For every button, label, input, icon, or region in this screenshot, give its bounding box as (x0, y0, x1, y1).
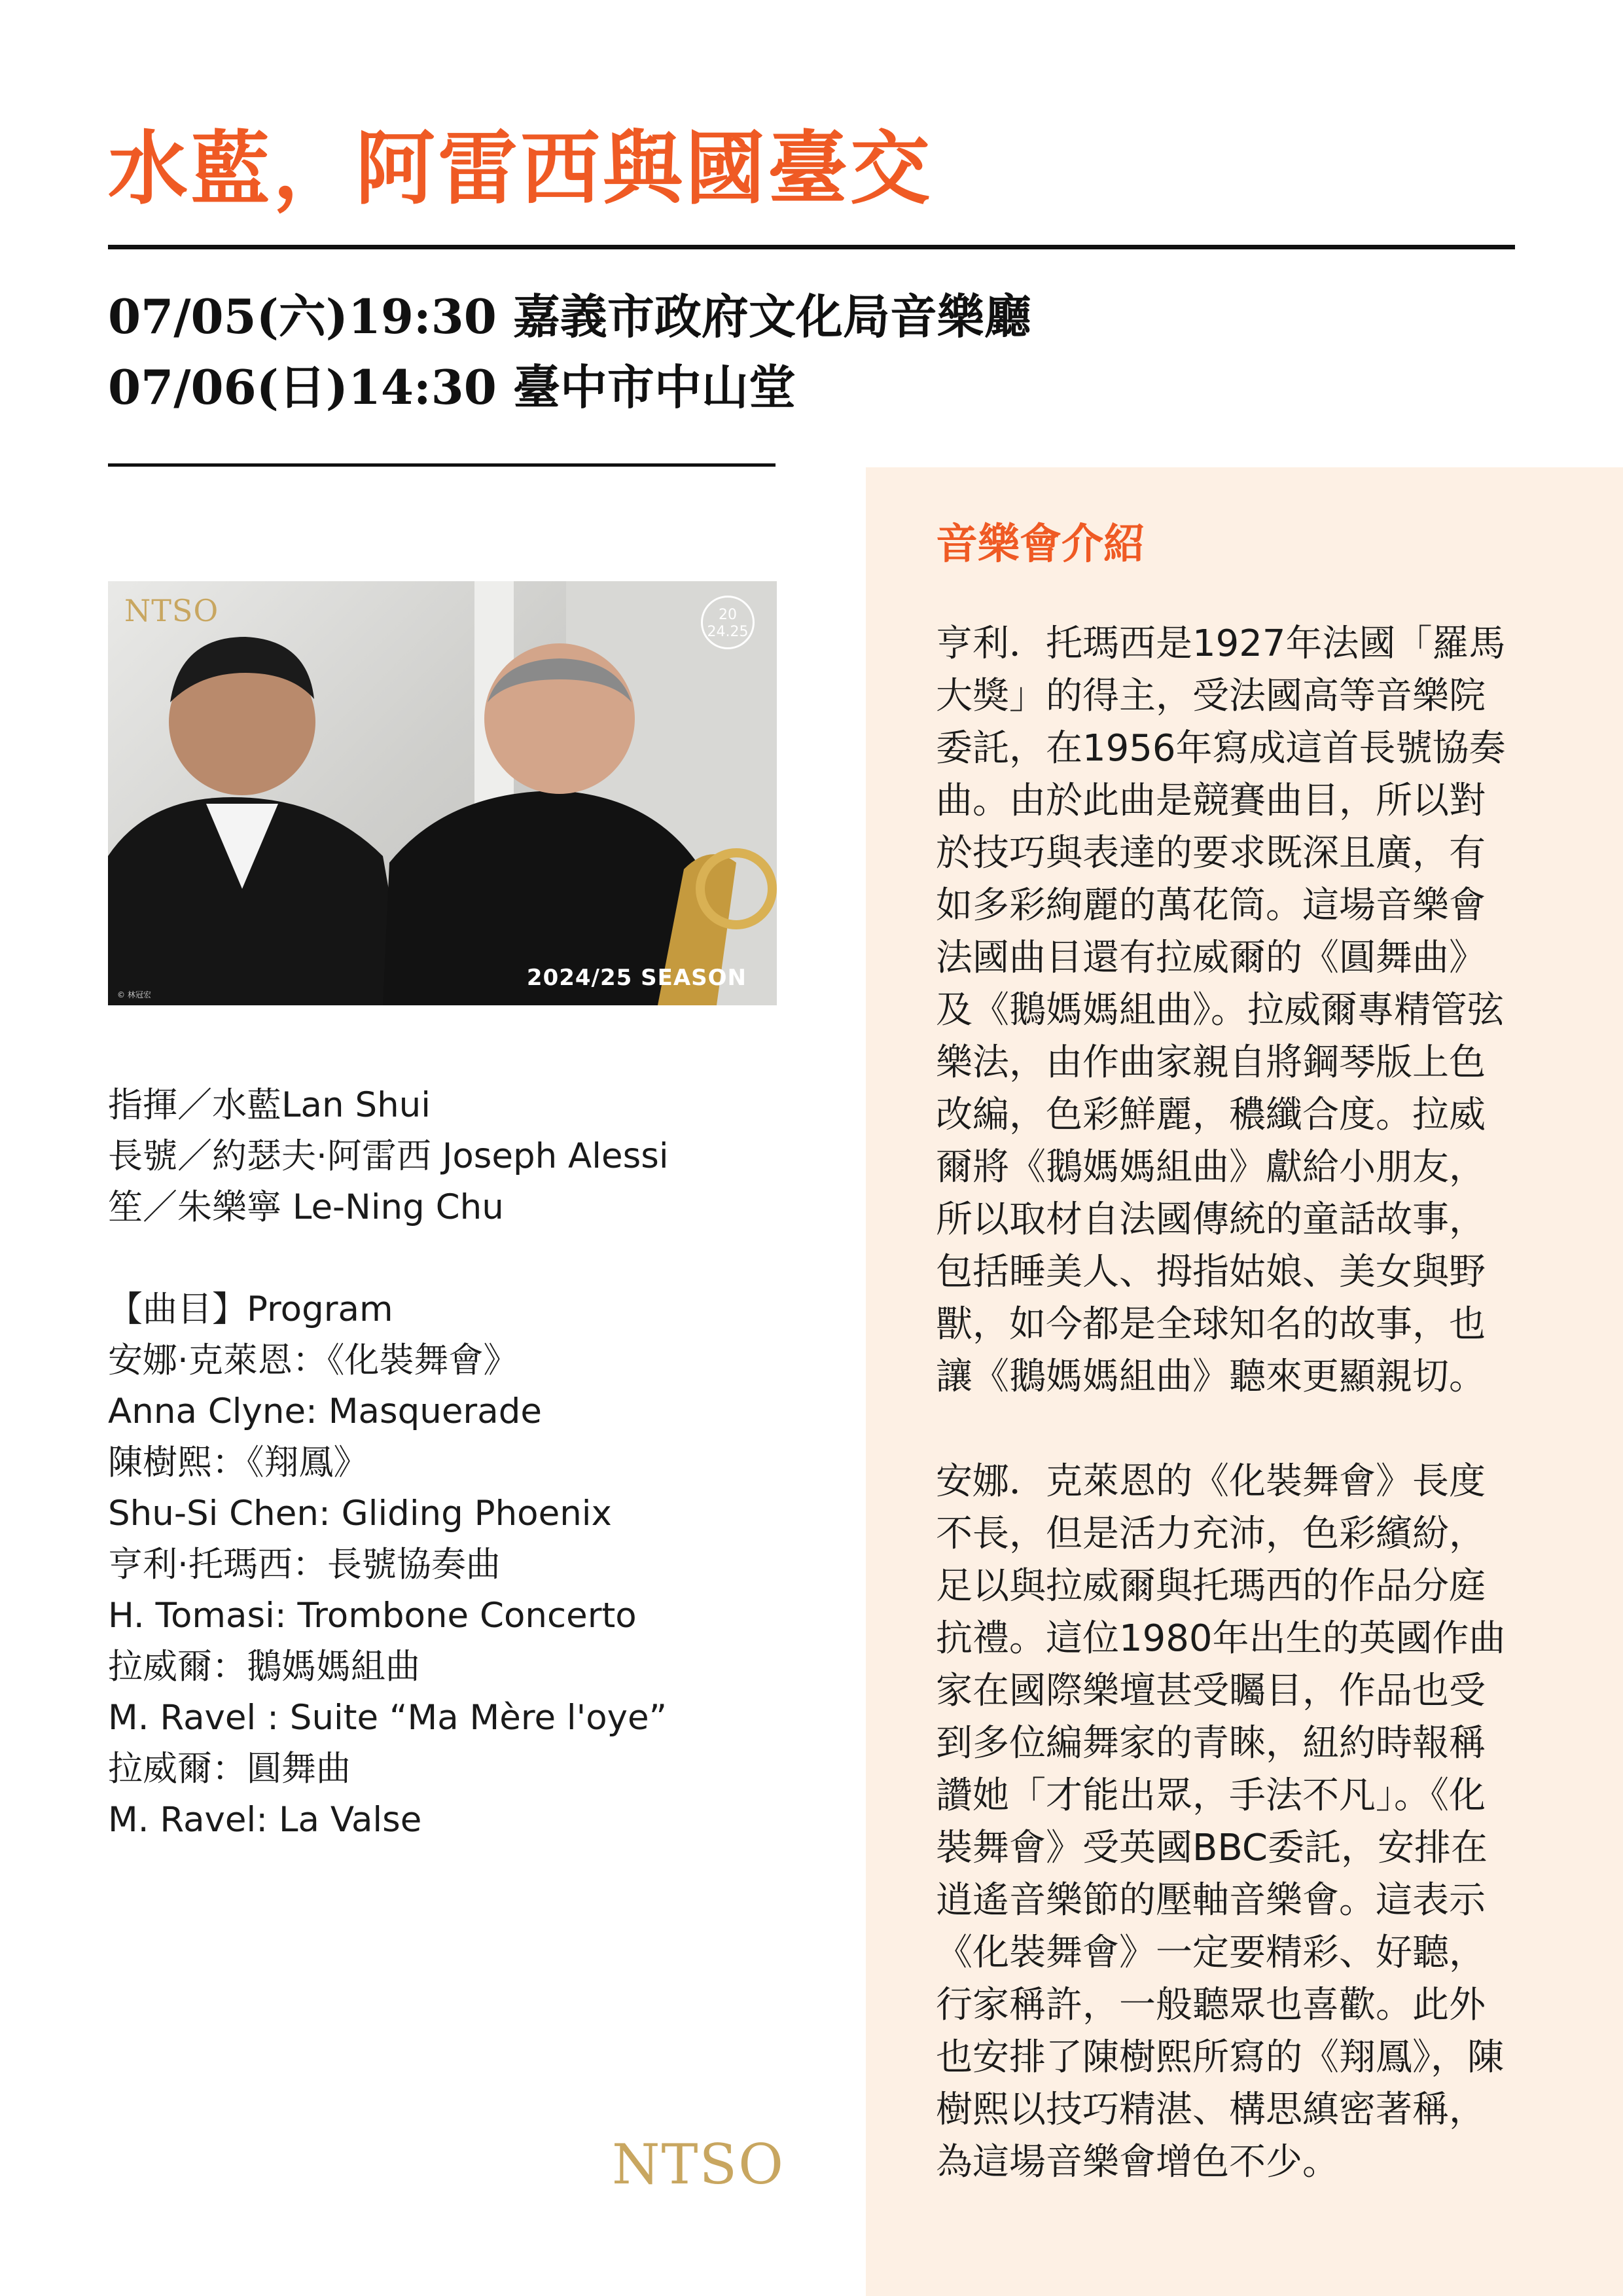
performer-photo (108, 581, 777, 1005)
intro-line: 安娜．克萊恩的《化裝舞會》長度 (936, 1460, 1486, 1503)
intro-line: 包括睡美人、拇指姑娘、美女與野 (936, 1251, 1486, 1293)
intro-line: 大獎」的得主，受法國高等音樂院 (936, 675, 1486, 717)
credit-line: 長號／約瑟夫·阿雷西 Joseph Alessi (108, 1136, 669, 1176)
intro-line: 亨利．托瑪西是1927年法國「羅馬 (936, 622, 1506, 665)
ntso-footer-logo: NTSO (612, 2132, 785, 2197)
intro-line: 抗禮。這位1980年出生的英國作曲 (936, 1617, 1506, 1660)
intro-line: 行家稱許，一般聽眾也喜歡。此外 (936, 1984, 1486, 2026)
program-heading: 【曲目】Program (108, 1289, 393, 1329)
intro-line: 家在國際樂壇甚受矚目，作品也受 (936, 1670, 1486, 1712)
program-item: H. Tomasi: Trombone Concerto (108, 1596, 637, 1636)
performance-line (108, 352, 1031, 423)
program-item: Anna Clyne: Masquerade (108, 1391, 542, 1431)
intro-line: 樂法，由作曲家親自將鋼琴版上色 (936, 1041, 1486, 1084)
performance-datetime: 07/05(六)19:30 (108, 289, 497, 344)
season-badge-season: 24.25 (707, 624, 749, 640)
intro-line: 改編，色彩鮮麗，穠纖合度。拉威 (936, 1094, 1486, 1136)
intro-line: 及《鵝媽媽組曲》。拉威爾專精管弦 (936, 989, 1504, 1031)
intro-line: 獸，如今都是全球知名的故事，也 (936, 1303, 1486, 1346)
credit-line: 笙／朱樂寧 Le-Ning Chu (108, 1187, 504, 1227)
program-item: 陳樹熙：《翔鳳》 (108, 1443, 368, 1482)
intro-line: 讚她「才能出眾，手法不凡」。《化 (936, 1774, 1486, 1817)
intro-heading: 音樂會介紹 (936, 520, 1145, 569)
season-label: 2024/25 SEASON (526, 965, 747, 991)
intro-body (936, 618, 1541, 2189)
intro-line: 委託，在1956年寫成這首長號協奏 (936, 727, 1506, 770)
photo-credit: © 林冠宏 (117, 990, 151, 999)
schedule-divider (108, 463, 776, 467)
page-title: 水藍，阿雷西與國臺交 (108, 122, 933, 215)
intro-line: 法國曲目還有拉威爾的《圓舞曲》 (936, 937, 1486, 979)
performance-schedule (108, 281, 1031, 423)
concert-intro-panel (866, 467, 1623, 2296)
program-item: 亨利·托瑪西：長號協奏曲 (108, 1545, 501, 1585)
intro-line: 足以與拉威爾與托瑪西的作品分庭 (936, 1565, 1486, 1607)
intro-line: 於技巧與表達的要求既深且廣，有 (936, 832, 1486, 874)
performance-datetime: 07/06(日)14:30 (108, 359, 497, 415)
program-item: Shu-Si Chen: Gliding Phoenix (108, 1494, 612, 1534)
program-item: 拉威爾：鵝媽媽組曲 (108, 1647, 420, 1687)
intro-line: 讓《鵝媽媽組曲》聽來更顯親切。 (936, 1355, 1486, 1398)
ntso-logo: NTSO (124, 593, 219, 628)
intro-line: 曲。由於此曲是競賽曲目，所以對 (936, 780, 1486, 822)
intro-line: 如多彩絢麗的萬花筒。這場音樂會 (936, 884, 1486, 927)
program-item: 安娜·克萊恩：《化裝舞會》 (108, 1340, 518, 1380)
intro-line: 逍遙音樂節的壓軸音樂會。這表示 (936, 1879, 1486, 1922)
performance-venue: 臺中市中山堂 (512, 360, 796, 415)
performance-line (108, 281, 1031, 352)
intro-line: 裝舞會》受英國BBC委託，安排在 (936, 1827, 1488, 1869)
credit-line: 指揮／水藍Lan Shui (108, 1085, 431, 1125)
intro-line (936, 1403, 1541, 1456)
performers-and-program (108, 1080, 669, 1846)
performer-photo-illustration (108, 581, 777, 1005)
season-badge (701, 596, 755, 649)
program-item: M. Ravel: La Valse (108, 1800, 422, 1840)
intro-line: 《化裝舞會》一定要精彩、好聽， (936, 1931, 1486, 1974)
program-item: 拉威爾：圓舞曲 (108, 1749, 351, 1789)
title-divider (108, 245, 1515, 249)
credit-line (108, 1233, 669, 1284)
program-item: M. Ravel : Suite “Ma Mère l'oye” (108, 1698, 668, 1738)
intro-line: 到多位編舞家的青睞，紐約時報稱 (936, 1722, 1486, 1765)
performance-venue: 嘉義市政府文化局音樂廳 (512, 289, 1031, 344)
season-badge-year: 20 (719, 607, 737, 623)
intro-line: 所以取材自法國傳統的童話故事， (936, 1198, 1486, 1241)
intro-line: 也安排了陳樹熙所寫的《翔鳳》，陳 (936, 2036, 1504, 2079)
intro-line: 為這場音樂會增色不少。 (936, 2141, 1339, 2183)
intro-line: 樹熙以技巧精湛、構思縝密著稱， (936, 2089, 1486, 2131)
intro-line: 不長，但是活力充沛，色彩繽紛， (936, 1513, 1486, 1555)
intro-line: 爾將《鵝媽媽組曲》獻給小朋友， (936, 1146, 1486, 1189)
